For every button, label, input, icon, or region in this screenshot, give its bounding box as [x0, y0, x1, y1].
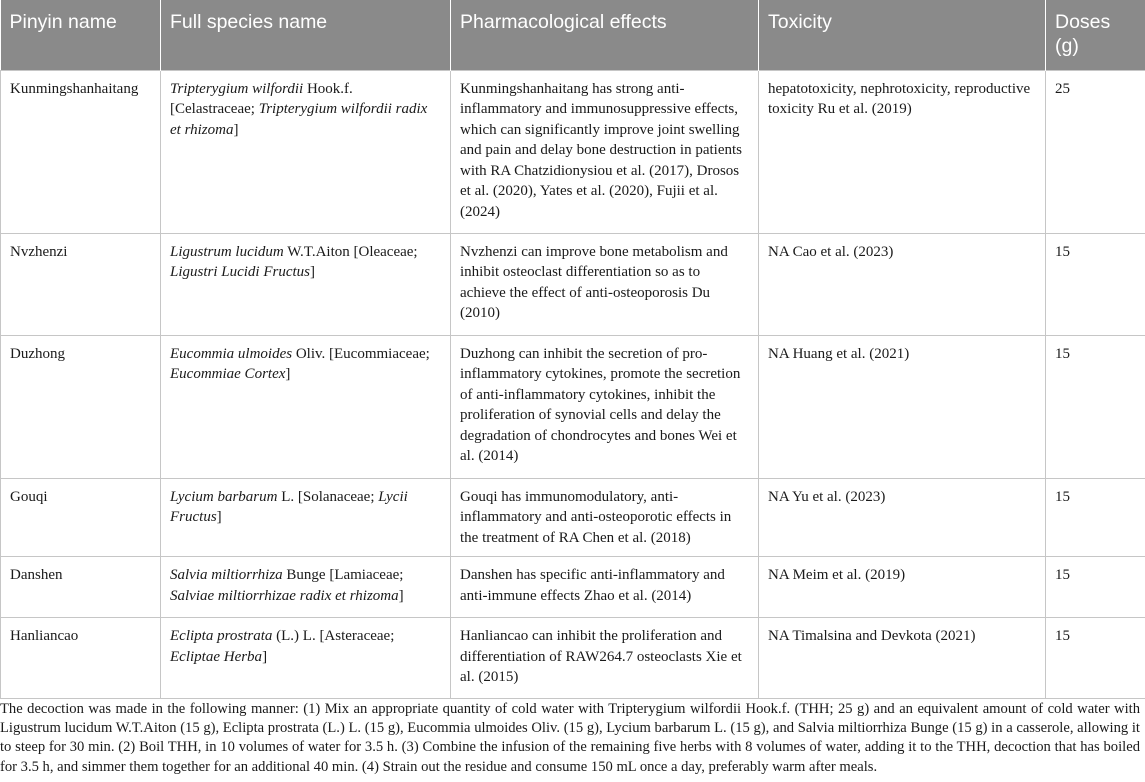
toxicity-cell: NA Yu et al. (2023) [759, 478, 1046, 557]
species-latin: Salvia miltiorrhiza [170, 567, 283, 583]
species-cell [161, 335, 451, 478]
dose-cell: 15 [1046, 233, 1145, 335]
header-toxicity: Toxicity [759, 0, 1046, 70]
effects-cell: Danshen has specific anti-inflammatory and anti-immune effects Zhao et al. (2014) [451, 557, 759, 618]
pinyin-cell: Hanliancao [1, 618, 161, 699]
toxicity-cell: NA Timalsina and Devkota (2021) [759, 618, 1046, 699]
species-tail: ] [310, 264, 316, 280]
species-latin: Lycium barbarum [170, 488, 278, 505]
dose-cell: 15 [1046, 557, 1145, 618]
table-row [1, 557, 1145, 618]
toxicity-cell: hepatotoxicity, nephrotoxicity, reproductive toxicity Ru et al. (2019) [759, 70, 1046, 233]
dose-cell: 25 [1046, 70, 1145, 233]
pinyin-cell: Kunmingshanhaitang [1, 70, 161, 233]
species-author: Oliv. [Eucommiaceae; [292, 345, 430, 362]
species-tail: ] [216, 509, 222, 525]
species-cell [161, 478, 451, 557]
species-drug-name: Salviae miltiorrhizae radix et rhizoma [170, 587, 399, 604]
species-latin: Tripterygium wilfordii [170, 80, 304, 97]
table-row [1, 233, 1145, 335]
pinyin-cell: Danshen [1, 557, 161, 618]
species-tail: ] [233, 121, 239, 138]
species-tail: ] [285, 366, 291, 382]
species-author: Hook.f. [Celastraceae; [170, 80, 353, 117]
species-drug-name: Eucommiae Cortex [170, 366, 286, 382]
species-tail: ] [398, 587, 404, 604]
header-full-species-name: Full species name [161, 0, 451, 70]
dose-cell: 15 [1046, 478, 1145, 557]
table-row [1, 618, 1145, 699]
pinyin-cell: Duzhong [1, 335, 161, 478]
header-pinyin-name: Pinyin name [1, 0, 161, 70]
dose-cell: 15 [1046, 335, 1145, 478]
pinyin-cell: Nvzhenzi [1, 233, 161, 335]
species-latin: Ligustrum lucidum [170, 243, 284, 260]
species-drug-name: Ecliptae Herba [170, 648, 263, 665]
dose-cell: 15 [1046, 618, 1145, 699]
species-cell [161, 233, 451, 335]
effects-cell: Duzhong can inhibit the secretion of pro-inflammatory cytokines, promote the secretion of anti-inflammatory cytokines, inhibit the proliferation of synovial cells and delay the degradation of chondrocytes and bones Wei et al. (2014) [451, 335, 759, 478]
species-author: L. [Solanaceae; [277, 488, 379, 505]
species-drug-name: Ligustri Lucidi Fructus [170, 264, 311, 280]
effects-cell: Gouqi has immunomodulatory, anti-inflammatory and anti-osteoporotic effects in the treatment of RA Chen et al. (2018) [451, 478, 759, 557]
header-doses: Doses (g) [1046, 0, 1145, 70]
species-drug-name: Lycii Fructus [170, 488, 408, 525]
table-row [1, 335, 1145, 478]
species-cell [161, 557, 451, 618]
toxicity-cell: NA Meim et al. (2019) [759, 557, 1046, 618]
effects-cell: Nvzhenzi can improve bone metabolism and inhibit osteoclast differentiation so as to achieve the effect of anti-osteoporosis Du (2010) [451, 233, 759, 335]
table-footnote: The decoction was made in the following manner: (1) Mix an appropriate quantity of cold water with Tripterygium wilfordii Hook.f. (THH; 25 g) and an equivalent amount of cold water with Ligustrum lucidum W.T.Aiton (15 g), Eclipta prostrata (L.) L. (15 g), Eucommia ulmoides Oliv. (15 g), Lycium barbarum L. (15 g), and Salvia miltiorrhiza Bunge (15 g) in a casserole, allowing it to steep for 30 min. (2) Boil THH, in 10 volumes of water for 3.5 h. (3) Combine the infusion of the remaining five herbs with 8 volumes of water, adding it to the THH, decoction that has boiled for 3.5 h, and simmer them together for an additional 40 min. (4) Strain out the residue and consume 150 mL once a day, preferably warm after meals. [0, 701, 1140, 775]
pinyin-cell: Gouqi [1, 478, 161, 557]
species-tail: ] [262, 648, 268, 665]
toxicity-cell: NA Huang et al. (2021) [759, 335, 1046, 478]
species-author: W.T.Aiton [Oleaceae; [283, 243, 418, 260]
table-row [1, 70, 1145, 233]
species-author: Bunge [Lamiaceae; [282, 567, 404, 583]
species-drug-name: Tripterygium wilfordii radix et rhizoma [170, 101, 428, 138]
species-latin: Eucommia ulmoides [170, 345, 293, 362]
species-latin: Eclipta prostrata [170, 628, 273, 644]
header-pharmacological-effects: Pharmacological effects [451, 0, 759, 70]
effects-cell: Kunmingshanhaitang has strong anti-inflammatory and immunosuppressive effects, which can significantly improve joint swelling and pain and delay bone destruction in patients with RA Chatzidionysiou et al. (2017), Drosos et al. (2020), Yates et al. (2020), Fujii et al. (2024) [451, 70, 759, 233]
toxicity-cell: NA Cao et al. (2023) [759, 233, 1046, 335]
table-row [1, 478, 1145, 557]
species-cell [161, 618, 451, 699]
effects-cell: Hanliancao can inhibit the proliferation and differentiation of RAW264.7 osteoclasts Xie et al. (2015) [451, 618, 759, 699]
species-cell [161, 70, 451, 233]
table-header [1, 0, 1145, 70]
species-author: (L.) L. [Asteraceae; [272, 628, 395, 644]
